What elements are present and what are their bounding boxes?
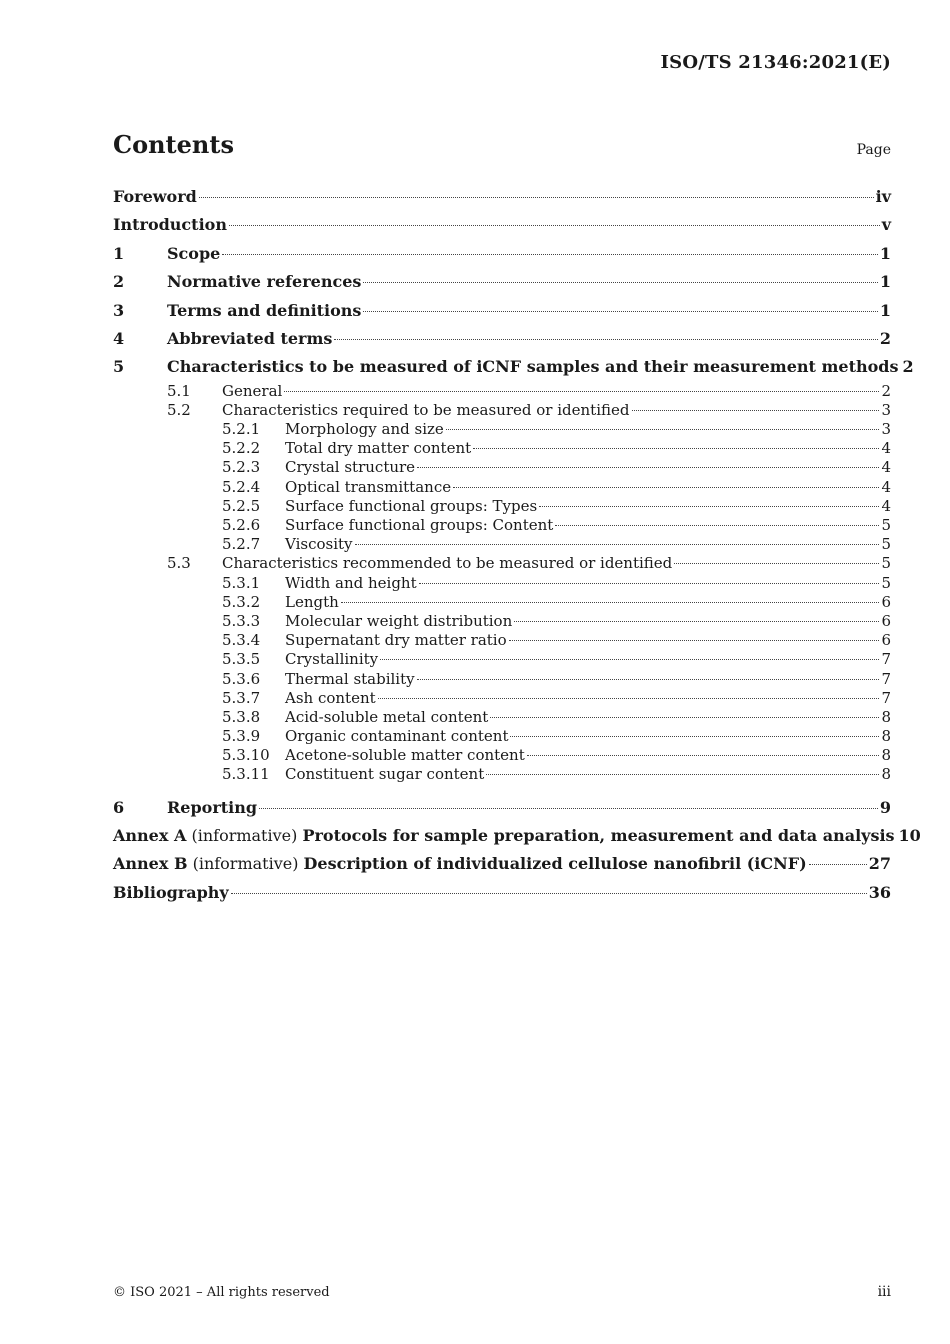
dot-leader	[417, 678, 880, 680]
toc-entry[interactable]	[113, 535, 891, 554]
dot-leader	[510, 735, 879, 737]
toc-entry-page: 4	[881, 496, 891, 515]
toc-entry-number: 5.2.1	[222, 420, 261, 439]
dot-leader	[514, 620, 879, 622]
toc-entry[interactable]	[113, 478, 891, 497]
toc-entry-number: 5.3.4	[222, 631, 261, 650]
toc-entry-label	[113, 822, 895, 850]
annex-qualifier: (informative)	[186, 826, 303, 846]
toc-entry-page: 3	[881, 400, 891, 419]
toc-entry-page: 7	[881, 688, 891, 707]
toc-entry-number: 5.3.10	[222, 746, 270, 765]
toc-entry-number: 5.2.5	[222, 496, 261, 515]
toc-entry-page: 8	[881, 707, 891, 726]
toc-entry[interactable]	[113, 708, 891, 727]
toc-entry[interactable]	[113, 240, 891, 268]
toc-entry-label: Crystallinity	[285, 650, 379, 669]
toc-entry-label: Terms and definitions	[167, 300, 362, 320]
toc-entry-page: 8	[881, 727, 891, 746]
toc-entry-page: 9	[879, 797, 891, 817]
toc-entry[interactable]	[113, 689, 891, 708]
dot-leader	[334, 338, 877, 340]
toc-entry[interactable]	[113, 879, 891, 907]
toc-entry-label: Length	[285, 592, 339, 611]
dot-leader	[632, 409, 880, 411]
toc-entry-label	[113, 850, 807, 878]
toc-entry-number: 5.3.9	[222, 727, 261, 746]
toc-entry-number: 5.3.2	[222, 592, 261, 611]
toc-entry-page: 2	[879, 328, 891, 348]
toc-entry[interactable]	[113, 439, 891, 458]
toc-entry[interactable]	[113, 353, 914, 381]
toc-entry-number: 5.3	[167, 554, 191, 573]
toc-entry[interactable]	[113, 554, 891, 573]
toc-entry-label: General	[222, 381, 283, 400]
toc-entry[interactable]	[113, 458, 891, 477]
toc-entry[interactable]	[113, 650, 891, 669]
toc-entry-label: Characteristics required to be measured or identified	[222, 400, 630, 419]
toc-entry-number: 5.3.11	[222, 765, 270, 784]
toc-entry[interactable]	[113, 325, 891, 353]
toc-entry[interactable]	[113, 183, 891, 211]
toc-entry-label: Introduction	[113, 215, 227, 235]
dot-leader	[222, 253, 878, 255]
toc-entry-page: 36	[868, 882, 891, 902]
toc-entry[interactable]	[113, 794, 891, 822]
toc-entry-label: Foreword	[113, 187, 197, 206]
toc-entry[interactable]	[113, 382, 891, 401]
toc-entry-number: 3	[113, 300, 125, 320]
toc-entry[interactable]	[113, 765, 891, 784]
toc-entry-page: 1	[879, 300, 891, 320]
toc-entry-number: 5.1	[167, 381, 191, 400]
toc-entry-label: Reporting	[167, 797, 258, 817]
toc-entry[interactable]	[113, 574, 891, 593]
dot-leader	[674, 562, 879, 564]
toc-entry-number: 5.3.6	[222, 669, 261, 688]
toc-entry-page: 1	[879, 272, 891, 292]
toc-entry-number: 5.2.6	[222, 516, 261, 535]
page-number: iii	[877, 1284, 891, 1300]
toc-entry[interactable]	[113, 612, 891, 631]
annex-title: Description of individualized cellulose nanofibril (iCNF)	[303, 854, 807, 874]
toc-entry[interactable]	[113, 850, 891, 878]
toc-entry-page: 2	[881, 381, 891, 400]
toc-entry-page: 7	[881, 669, 891, 688]
toc-entry-number: 5.3.8	[222, 707, 261, 726]
dot-leader	[355, 543, 880, 545]
dot-leader	[486, 773, 879, 775]
dot-leader	[809, 863, 867, 865]
dot-leader	[363, 281, 877, 283]
page-column-heading: Page	[856, 142, 891, 158]
copyright-notice: © ISO 2021 – All rights reserved	[113, 1285, 330, 1300]
toc-entry-label: Crystal structure	[285, 458, 416, 477]
toc-entry-page: 4	[881, 458, 891, 477]
annex-qualifier: (informative)	[187, 854, 304, 874]
toc-entry-page: 8	[881, 765, 891, 784]
toc-entry-number: 5.2.4	[222, 477, 261, 496]
toc-entry-number: 1	[113, 243, 125, 263]
toc-entry-label: Acid-soluble metal content	[285, 707, 489, 726]
toc-entry-label: Organic contaminant content	[285, 727, 509, 746]
toc-entry-label: Total dry matter content	[285, 439, 472, 458]
page-title: Contents	[113, 130, 234, 159]
dot-leader	[199, 196, 874, 198]
toc-entry-page: 4	[881, 477, 891, 496]
toc-entry-label: Ash content	[285, 688, 376, 707]
toc-entry[interactable]	[113, 516, 891, 535]
toc-entry-page: 27	[868, 854, 891, 874]
dot-leader	[490, 716, 879, 718]
toc-entry-label: Optical transmittance	[285, 477, 452, 496]
toc-entry-label: Morphology and size	[285, 420, 444, 439]
toc-entry-number: 6	[113, 797, 125, 817]
dot-leader	[555, 524, 879, 526]
toc-entry-label: Constituent sugar content	[285, 765, 485, 784]
toc-entry-label: Normative references	[167, 272, 362, 292]
dot-leader	[284, 390, 879, 392]
toc-entry-label: Abbreviated terms	[167, 328, 333, 348]
toc-entry-label: Supernatant dry matter ratio	[285, 631, 507, 650]
toc-entry-number: 5.3.7	[222, 688, 261, 707]
dot-leader	[446, 428, 880, 430]
dot-leader	[231, 892, 867, 894]
toc-entry-page: 5	[881, 573, 891, 592]
toc-entry-label: Characteristics recommended to be measured or identified	[222, 554, 673, 573]
toc-entry[interactable]	[113, 297, 891, 325]
annex-prefix: Annex B	[113, 854, 188, 874]
toc-entry-label: Width and height	[285, 573, 417, 592]
toc-entry-page: 4	[881, 439, 891, 458]
toc-entry[interactable]	[113, 211, 891, 239]
toc-entry-number: 5.2.3	[222, 458, 261, 477]
dot-leader	[341, 601, 880, 603]
annex-title: Protocols for sample preparation, measurement and data analysis	[302, 826, 895, 846]
dot-leader	[259, 807, 878, 809]
dot-leader	[539, 505, 879, 507]
dot-leader	[417, 466, 879, 468]
dot-leader	[378, 697, 880, 699]
dot-leader	[527, 754, 880, 756]
toc-entry-label: Surface functional groups: Types	[285, 496, 538, 515]
toc-entry[interactable]	[113, 746, 891, 765]
toc-entry-label: Characteristics to be measured of iCNF samples and their measurement methods	[167, 357, 899, 377]
document-reference: ISO/TS 21346:2021(E)	[660, 52, 891, 73]
toc-entry-number: 5.3.3	[222, 611, 261, 630]
toc-entry[interactable]	[113, 268, 891, 296]
toc-entry-page: 5	[881, 554, 891, 573]
toc-entry-page: 2	[902, 357, 914, 377]
toc-entry-label: Viscosity	[285, 535, 353, 554]
toc-entry[interactable]	[113, 727, 891, 746]
toc-entry-page: 8	[881, 746, 891, 765]
toc-entry-page: v	[881, 215, 891, 235]
toc-entry[interactable]	[113, 670, 891, 689]
dot-leader	[363, 310, 877, 312]
toc-entry-page: 6	[881, 592, 891, 611]
toc-entry-page: 10	[898, 826, 921, 846]
toc-entry[interactable]	[113, 593, 891, 612]
toc-entry[interactable]	[113, 420, 891, 439]
toc-entry-number: 5.3.5	[222, 650, 261, 669]
toc-entry[interactable]	[113, 631, 891, 650]
toc-entry-page: 3	[881, 420, 891, 439]
toc-entry[interactable]	[113, 497, 891, 516]
dot-leader	[453, 486, 879, 488]
toc-entry-number: 5.2.7	[222, 535, 261, 554]
toc-entry-page: iv	[875, 187, 891, 206]
toc-entry-number: 5.2.2	[222, 439, 261, 458]
toc-entry-number: 5.3.1	[222, 573, 261, 592]
toc-entry[interactable]	[113, 822, 921, 850]
dot-leader	[509, 639, 880, 641]
toc-entry-page: 1	[879, 243, 891, 263]
table-of-contents	[113, 183, 921, 907]
dot-leader	[229, 224, 880, 226]
toc-entry-page: 6	[881, 631, 891, 650]
toc-entry-page: 5	[881, 535, 891, 554]
toc-entry-label: Acetone-soluble matter content	[285, 746, 525, 765]
dot-leader	[380, 658, 879, 660]
toc-entry[interactable]	[113, 401, 891, 420]
toc-entry-page: 5	[881, 516, 891, 535]
toc-entry-label: Bibliography	[113, 882, 229, 902]
dot-leader	[419, 582, 880, 584]
toc-entry-label: Thermal stability	[285, 669, 415, 688]
toc-entry-label: Molecular weight distribution	[285, 611, 513, 630]
toc-entry-number: 5	[113, 357, 125, 377]
toc-entry-number: 5.2	[167, 400, 191, 419]
toc-entry-page: 7	[881, 650, 891, 669]
toc-entry-number: 4	[113, 328, 125, 348]
annex-prefix: Annex A	[113, 826, 187, 846]
toc-entry-label: Scope	[167, 243, 221, 263]
toc-entry-number: 2	[113, 272, 125, 292]
dot-leader	[473, 447, 879, 449]
toc-entry-label: Surface functional groups: Content	[285, 516, 554, 535]
toc-entry-page: 6	[881, 611, 891, 630]
